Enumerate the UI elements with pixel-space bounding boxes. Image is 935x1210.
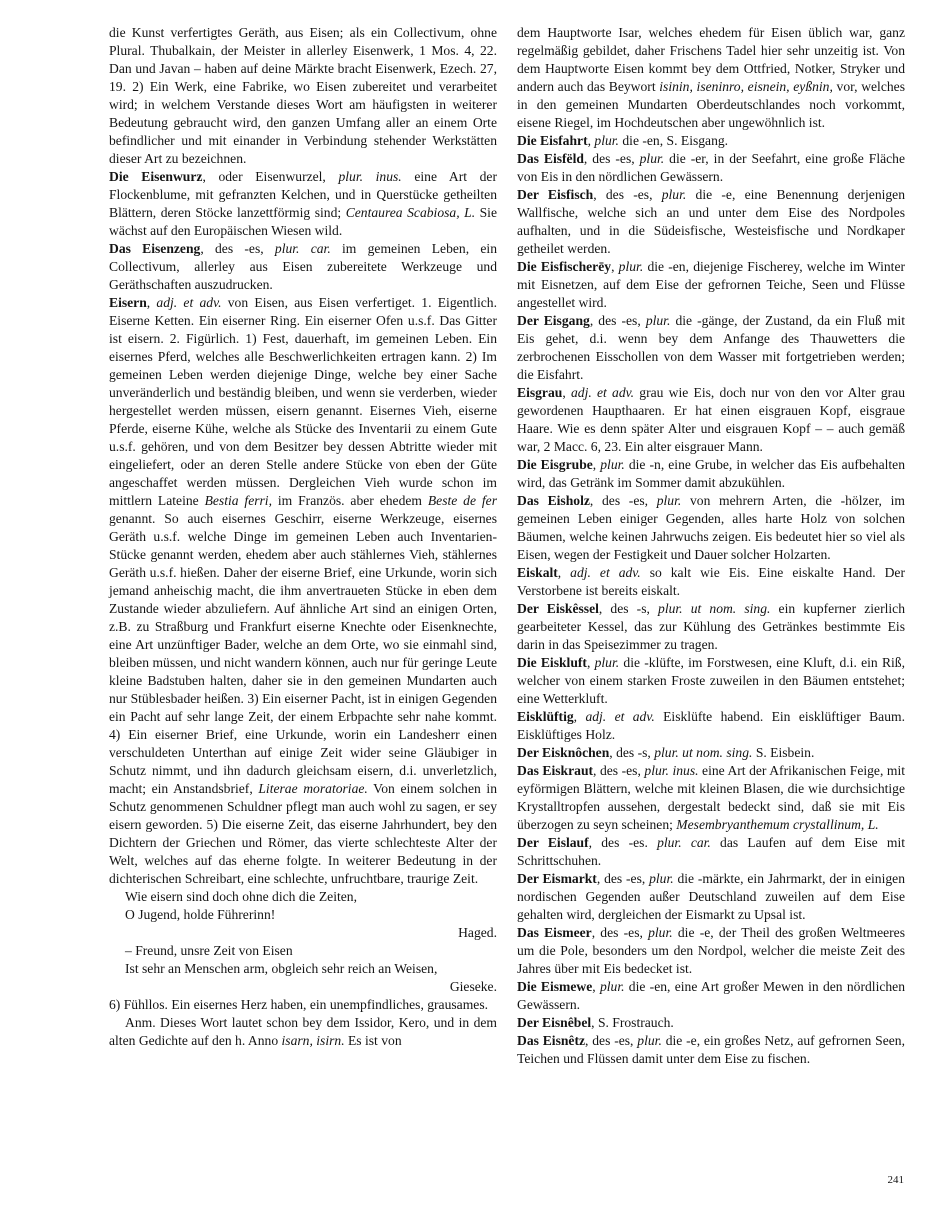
headword: Das Eisnêtz <box>517 1033 586 1048</box>
dictionary-entry: Der Eisgang, des -es, plur. die -gänge, der Zustand, da ein Fluß mit Eis gehet, d.i. wenn bey dem Anfange des Thauwetters die zerbrochenen Eisschollen von dem Wasser mit fortgetrieben werden; die Eisfahrt. <box>517 313 906 382</box>
verse-line: O Jugend, holde Führerinn! <box>125 907 276 922</box>
dictionary-entry: Der Eislauf, des -es. plur. car. das Laufen auf dem Eise mit Schrittschuhen. <box>517 835 906 868</box>
dictionary-entry: Eisklüftig, adj. et adv. Eisklüfte habend. Ein eisklüftiger Baum. Eisklüftiges Holz. <box>517 709 905 742</box>
verse-line: Ist sehr an Menschen arm, obgleich sehr reich an Weisen, <box>125 961 438 976</box>
page-number: 241 <box>887 1174 904 1186</box>
headword: Eisgrau <box>517 385 563 400</box>
headword: Der Eisnêbel <box>517 1015 592 1030</box>
entry-eisern-note-continued: dem Hauptworte Isar, welches ehedem für Eisen üblich war, ganz regelmäßig gebildet, daher Frischens Tadel hier sehr unzeitig ist. Von dem Hauptworte Eisen kommt bey dem Ottfried, Notker, Stryker und andern auch das Beywort isinin, iseninro, eisnein, eyßnin, vor, welches in den gemeinen Mundarten Oberdeutschlandes noch vorkommt, eisene Riegel, im Hochdeutschen aber ungewöhnlich ist. <box>517 25 905 130</box>
dictionary-entry: Die Eiskluft, plur. die -klüfte, im Forstwesen, eine Kluft, d.i. ein Riß, welcher von einem starken Froste zuweilen in den Bäumen entstehet; eine Wetterkluft. <box>517 655 905 706</box>
headword: Die Eisgrube <box>517 457 593 472</box>
headword: Die Eisenwurz <box>109 169 203 184</box>
headword: Die Eisfischerēy <box>517 259 612 274</box>
headword: Der Eisgang <box>517 313 590 328</box>
verse-author: Haged. <box>458 925 497 940</box>
entry-eisenzeng: Das Eisenzeng, des -es, plur. car. im gemeinen Leben, ein Collectivum, allerley aus Eisen zubereitete Werkzeuge und Geräthschaften auszudrucken. <box>109 241 497 292</box>
left-column <box>109 24 497 1050</box>
headword: Eiskalt <box>517 565 558 580</box>
entry-eisern-note: Anm. Dieses Wort lautet schon bey dem Issidor, Kero, und in dem alten Gedichte auf den h. Anno isarn, isirn. Es ist von <box>109 1015 497 1048</box>
verse-line: – Freund, unsre Zeit von Eisen <box>125 943 293 958</box>
entry-eisern: Eisern, adj. et adv. von Eisen, aus Eisen verfertiget. 1. Eigentlich. Eiserne Ketten. Ein eiserner Ring. Ein eiserner Ofen u.s.f. Das Gitter ist eisern. 2. Figürlich. 1) Fest, dauerhaft, im gemeinen Leben. Ein eisernes Pferd, welches alle Beschwerlichkeiten ertragen kann. 2) Im gemeinen Leben werden diejenige Dinge, welche bey einer Sache unveränderlich und beständig bleiben, und wenn sie verderben, wieder hergestellet werden müssen, eisern genannt. Eisernes Vieh, eiserne Pferde, eiserne Kühe, welche als Stücke des Inventarii zu einem Gute u.s.f. gehören, und von dem Besitzer bey dessen Abtritte wieder mit eingeliefert, oder an deren Stelle andere Stücke von eben der Güte angeschaffet werden müssen. Dergleichen Vieh wurde schon im mittlern Lateine Bestia ferri, im Französ. aber ehedem Beste de fer genannt. So auch eisernes Geschirr, eiserne Werkzeuge, eisernes Geräth u.s.f. welche Dinge im gemeinen Leben auch Inventarien-Stücke genannt werden, ehedem aber auch stählernes Vieh, stählernes Geräth u.s.f. hießen. Daher der eiserne Brief, eine Urkunde, worin sich jemand anheischig macht, die ihm anvertraueten Stücke in eben dem Zustande wieder abzuliefern. Auf ähnliche Art sind an einigen Orten, z.B. zu Straßburg und Frankfurt eiserne Knechte oder Eisenknechte, eine Art unzünftiger Bader, welche an dem Orte, wo sie einmahl sind, bleiben müssen, und nicht wandern können, auch nur für geringe Leute kleine Badstuben halten, daher sie in den gemeinen Mundarten auch nur Stüblesbader heißen. 3) Ein eiserner Pacht, ist in einigen Gegenden ein Pacht auf sehr lange Zeit, der einem Erbpachte sehr nahe kommt. 4) Ein eiserner Brief, eine Urkunde, worin ein Landesherr einen verschuldeten Unterthan auf einige Zeit wider seine Gläubiger in Schutz nimmt, und ihn dadurch gleichsam eisern, d.i. unverletzlich, macht; ein Anstandsbrief, Literae moratoriae. Von einem solchen in Schutz genommenen Schuldner pflegt man auch wohl zu sagen, er sey eisern geworden. 5) Die eiserne Zeit, das eiserne Jahrhundert, bey den Dichtern der Griechen und Römer, das vierte schlechteste Alter der Welt, welches auf das eherne folgte. In weiterer Bedeutung in der dichterischen Schreibart, eine schlechte, unfruchtbare, traurige Zeit. <box>109 295 497 886</box>
headword: Die Eiskluft <box>517 655 587 670</box>
headword: Das Eismeer <box>517 925 592 940</box>
headword: Der Eisknôchen <box>517 745 610 760</box>
headword: Der Eiskêssel <box>517 601 599 616</box>
dictionary-entry: Der Eisfisch, des -es, plur. die -e, eine Benennung derjenigen Wallfische, welche sich an und unter dem Eise des Nordpoles aufhalten, und in die Südeisfische, Westeisfische und Nordkaper getheilet werden. <box>517 187 906 256</box>
headword: Die Eisfahrt <box>517 133 588 148</box>
headword: Das Eiskraut <box>517 763 594 778</box>
verse-line: Wie eisern sind doch ohne dich die Zeiten, <box>125 889 357 904</box>
headword: Der Eislauf <box>517 835 589 850</box>
headword: Eisklüftig <box>517 709 574 724</box>
dictionary-entry: Die Eisfischerēy, plur. die -en, diejenige Fischerey, welche im Winter mit Eisnetzen, auf dem Eise der gefrornen Teiche, Seen und Flüsse angestellet wird. <box>517 259 906 310</box>
entry-eisenwurz: Die Eisenwurz, oder Eisenwurzel, plur. inus. eine Art der Flockenblume, mit gefranzten Kelchen, und in Querstücke getheilten Blättern, deren Stöcke lanzettförmig sind; Centaurea Scabiosa, L. Sie wächst auf den Europäischen Wiesen wild. <box>109 169 497 238</box>
right-column <box>517 24 905 1068</box>
dictionary-entry: Das Eiskraut, des -es, plur. inus. eine Art der Afrikanischen Feige, mit eyförmigen Blättern, welche mit kleinen Blasen, die wie durchsichtige Krystalltropfen aussehen, dergestalt bedeckt sind, daß sie mit Eis überzogen zu seyn scheinen; Mesembryanthemum crystallinum, L. <box>517 763 906 832</box>
headword: Das Eisfëld <box>517 151 584 166</box>
dictionary-entry: Eisgrau, adj. et adv. grau wie Eis, doch nur von den vor Alter grau gewordenen Haupthaaren. Er hat einen eisgrauen Kopf, eisgraue Haare. Wie es denn später Alter und eisgrauen Kopf – – auch gemäß war, 2 Macc. 6, 23. Ein alter eisgrauer Mann. <box>517 385 905 454</box>
verse-author: Gieseke. <box>449 979 497 994</box>
dictionary-entry: Der Eiskêssel, des -s, plur. ut nom. sing. ein kupferner zierlich gearbeiteter Kessel, das zur Kühlung des Getränkes bestimmte Eis darin in das Speisezimmer zu tragen. <box>517 601 905 652</box>
dictionary-entry: Das Eisholz, des -es, plur. von mehrern Arten, die -hölzer, im gemeinen Leben einiger Gegenden, alles harte Holz von solchen Bäumen, welche keinen Jahrwuchs zeigen. Eis bedeutet hier so viel als Eisen, wegen der Festigkeit und Dauer solcher Holzarten. <box>517 493 905 562</box>
dictionary-entry: Die Eisgrube, plur. die -n, eine Grube, in welcher das Eis aufbehalten wird, das Getränk im Sommer damit abzukühlen. <box>517 457 906 490</box>
dictionary-entry: Das Eisfëld, des -es, plur. die -er, in der Seefahrt, eine große Fläche von Eis in den nördlichen Gewässern. <box>517 151 905 184</box>
headword: Eisern <box>109 295 147 310</box>
headword: Das Eisenzeng <box>109 241 201 256</box>
headword: Die Eismewe <box>517 979 593 994</box>
dictionary-entry: Die Eisfahrt, plur. die -en, S. Eisgang. <box>517 133 729 148</box>
headword: Der Eismarkt <box>517 871 597 886</box>
dictionary-entry: Das Eisnêtz, des -es, plur. die -e, ein großes Netz, auf gefrornen Seen, Teichen und Flüssen damit unter dem Eise zu fischen. <box>517 1033 905 1066</box>
dictionary-entry: Die Eismewe, plur. die -en, eine Art großer Mewen in den nördlichen Gewässern. <box>517 979 906 1012</box>
entry-eisern-sense-6: 6) Fühllos. Ein eisernes Herz haben, ein unempfindliches, grausames. <box>109 997 489 1012</box>
dictionary-entry: Das Eismeer, des -es, plur. die -e, der Theil des großen Weltmeeres um die Pole, besonders um den Nordpol, welcher die meiste Zeit des Jahres über mit Eis bedecket ist. <box>517 925 905 976</box>
dictionary-entry: Der Eisnêbel, S. Frostrauch. <box>517 1015 674 1030</box>
headword: Das Eisholz <box>517 493 590 508</box>
right-entries <box>517 132 905 1068</box>
headword: Der Eisfisch <box>517 187 594 202</box>
dictionary-entry: Der Eisknôchen, des -s, plur. ut nom. sing. S. Eisbein. <box>517 745 815 760</box>
dictionary-entry: Der Eismarkt, des -es, plur. die -märkte, ein Jahrmarkt, der in einigen nordischen Gegenden außer Deutschland zuweilen auf dem Eise gehalten wird, dergleichen der Eismarkt zu Upsal ist. <box>517 871 905 922</box>
dictionary-entry: Eiskalt, adj. et adv. so kalt wie Eis. Eine eiskalte Hand. Der Verstorbene ist bereits eiskalt. <box>517 565 905 598</box>
entry-eisenwerk-continued: die Kunst verfertigtes Geräth, aus Eisen; als ein Collectivum, ohne Plural. Thubalkain, der Meister in allerley Eisenwerk, 1 Mos. 4, 22. Dan und Javan – haben auf deine Märkte bracht Eisenwerk, Ezech. 27, 19. 2) Ein Werk, eine Fabrike, wo Eisen zubereitet und verarbeitet wird; in welchem Verstande dieses Wort am häufigsten in weiterer Bedeutung gebraucht wird, den ganzen Umfang aller an einem Orte befindlicher und mit einander in Verbindung stehender Werkstätten dieser Art zu bezeichnen. <box>109 25 497 166</box>
